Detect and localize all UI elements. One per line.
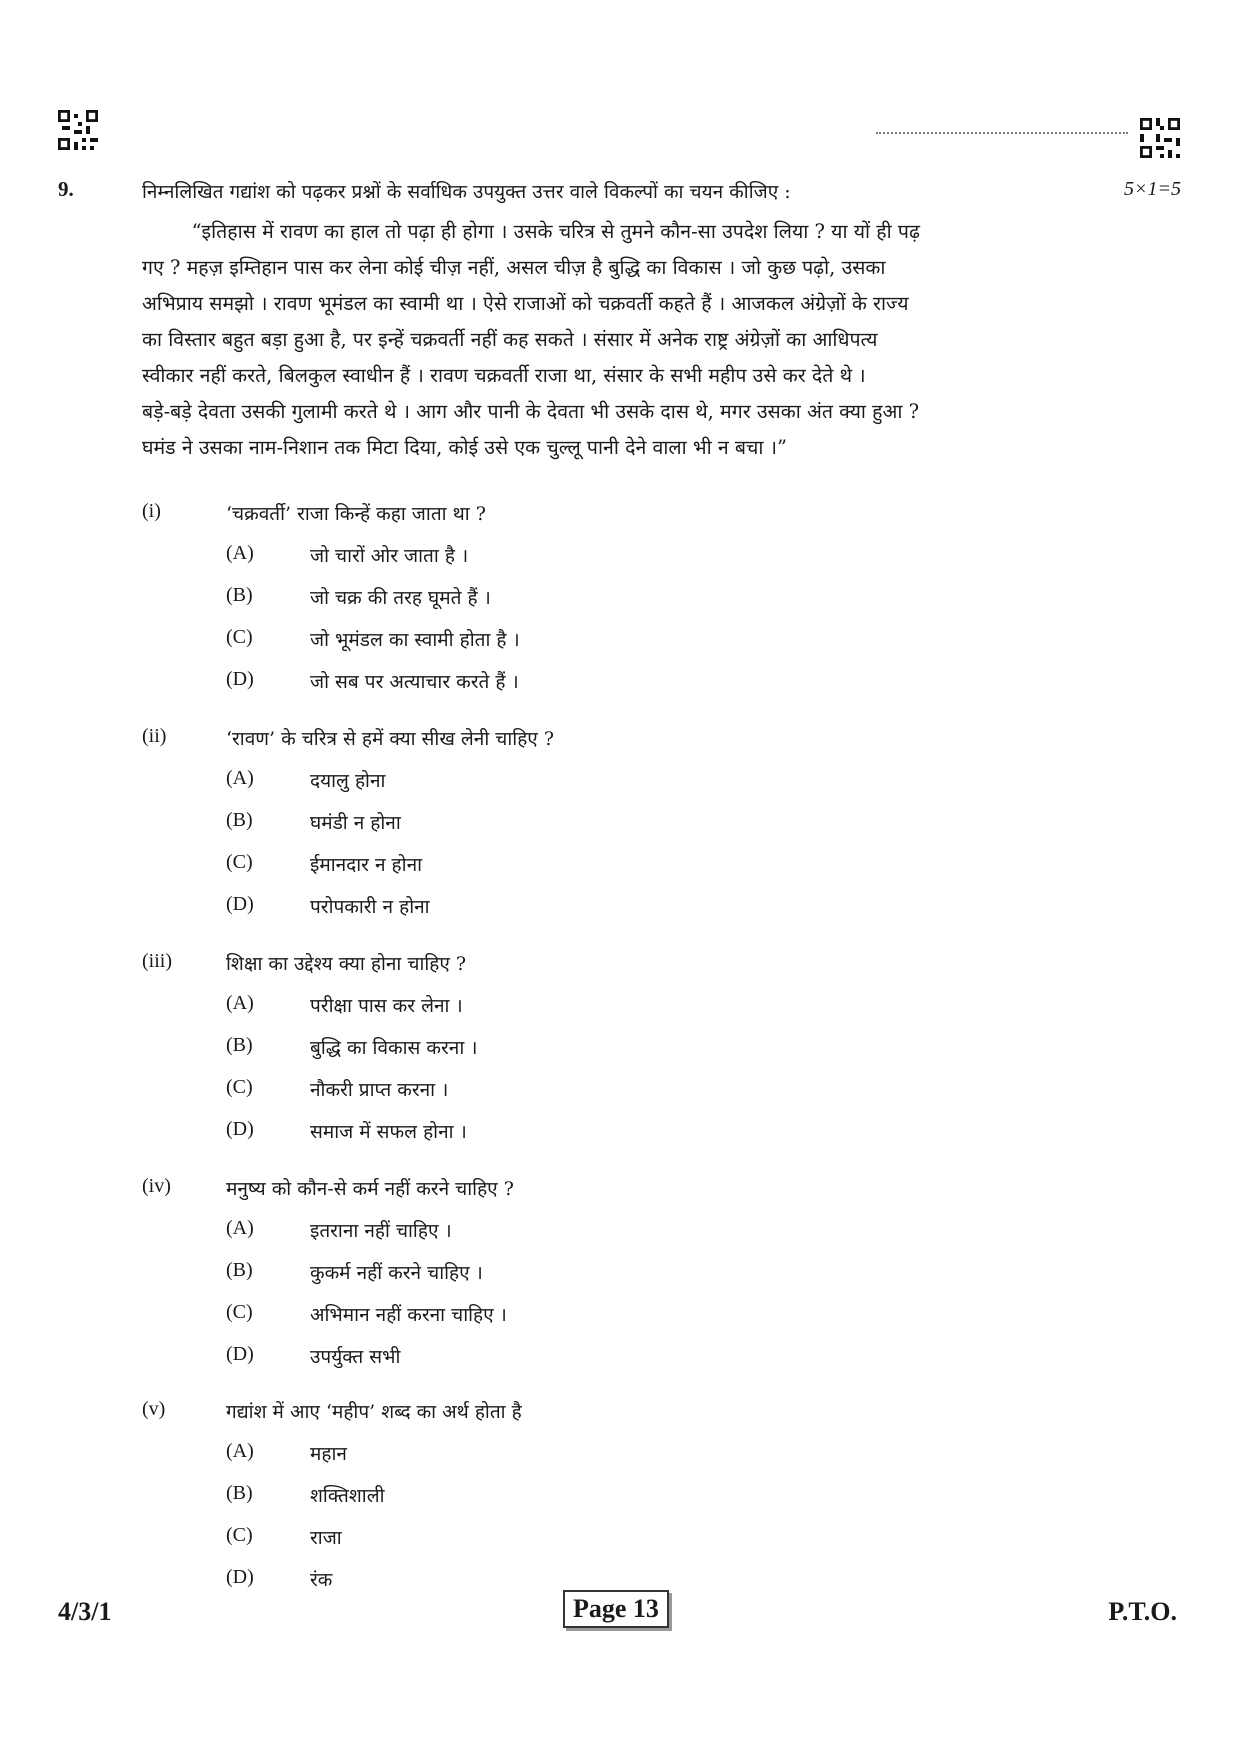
option-text: अभिमान नहीं करना चाहिए ।	[310, 1304, 507, 1326]
passage	[142, 214, 1120, 466]
passage-line: गए ? महज़ इम्तिहान पास कर लेना कोई चीज़ नहीं, असल चीज़ है बुद्धि का विकास । जो कुछ पढ़ो, उसका	[142, 256, 886, 279]
subquestion-text: शिक्षा का उद्देश्य क्या होना चाहिए ?	[226, 953, 467, 975]
option-text: ईमानदार न होना	[310, 854, 423, 876]
subquestion-text: मनुष्य को कौन-से कर्म नहीं करने चाहिए ?	[226, 1178, 514, 1200]
option-text: जो सब पर अत्याचार करते हैं ।	[310, 671, 519, 693]
subquestion-number: (i)	[142, 500, 161, 522]
page-number: Page 13	[563, 1590, 669, 1628]
option-label: (A)	[226, 1217, 254, 1239]
option-label: (B)	[226, 1259, 253, 1281]
option-label: (A)	[226, 542, 254, 564]
option-text: परोपकारी न होना	[310, 896, 430, 918]
paper-code: 4/3/1	[58, 1597, 112, 1626]
option-label: (A)	[226, 767, 254, 789]
qr-code-icon	[58, 110, 98, 150]
subquestion-number: (ii)	[142, 725, 167, 747]
option-text: इतराना नहीं चाहिए ।	[310, 1220, 452, 1242]
option-text: जो चक्र की तरह घूमते हैं ।	[310, 587, 491, 609]
option-text: उपर्युक्त सभी	[310, 1346, 401, 1368]
option-label: (D)	[226, 668, 254, 690]
option-label: (D)	[226, 1118, 254, 1140]
subquestion-number: (iii)	[142, 950, 172, 972]
option-text: राजा	[310, 1527, 342, 1549]
option-text: शक्तिशाली	[310, 1485, 385, 1507]
passage-line: स्वीकार नहीं करते, बिलकुल स्वाधीन हैं । रावण चक्रवर्ती राजा था, संसार के सभी महीप उसे कर देते थे ।	[142, 364, 866, 387]
option-text: परीक्षा पास कर लेना ।	[310, 995, 463, 1017]
qr-code-icon	[1140, 118, 1180, 158]
passage-line: का विस्तार बहुत बड़ा हुआ है, पर इन्हें चक्रवर्ती नहीं कह सकते । संसार में अनेक राष्ट्र अंग्रेज़ों का आधिपत्य	[142, 328, 878, 351]
option-label: (C)	[226, 1076, 253, 1098]
option-text: समाज में सफल होना ।	[310, 1121, 467, 1143]
option-label: (B)	[226, 1034, 253, 1056]
option-text: बुद्धि का विकास करना ।	[310, 1037, 478, 1059]
option-label: (B)	[226, 584, 253, 606]
please-turn-over: P.T.O.	[1108, 1597, 1177, 1626]
question-instruction: निम्नलिखित गद्यांश को पढ़कर प्रश्नों के सर्वाधिक उपयुक्त उत्तर वाले विकल्पों का चयन कीजिए :	[142, 181, 791, 203]
option-text: जो भूमंडल का स्वामी होता है ।	[310, 629, 520, 651]
option-label: (D)	[226, 893, 254, 915]
option-label: (A)	[226, 1440, 254, 1462]
option-text: दयालु होना	[310, 770, 386, 792]
option-text: जो चारों ओर जाता है ।	[310, 545, 469, 567]
subquestion-number: (v)	[142, 1398, 166, 1420]
option-label: (C)	[226, 1301, 253, 1323]
subquestion-text: ‘रावण’ के चरित्र से हमें क्या सीख लेनी चाहिए ?	[226, 728, 555, 750]
option-text: महान	[310, 1443, 347, 1465]
option-label: (D)	[226, 1566, 254, 1588]
option-text: घमंडी न होना	[310, 812, 401, 834]
passage-line: घमंड ने उसका नाम-निशान तक मिटा दिया, कोई उसे एक चुल्लू पानी देने वाला भी न बचा ।”	[142, 436, 787, 459]
passage-line: अभिप्राय समझो । रावण भूमंडल का स्वामी था । ऐसे राजाओं को चक्रवर्ती कहते हैं । आजकल अंग्रेज़ों के राज्य	[142, 292, 909, 315]
subquestion-text: गद्यांश में आए ‘महीप’ शब्द का अर्थ होता है	[226, 1401, 522, 1423]
option-label: (B)	[226, 1482, 253, 1504]
dotted-divider	[876, 132, 1128, 134]
option-label: (A)	[226, 992, 254, 1014]
subquestion-number: (iv)	[142, 1175, 171, 1197]
option-label: (C)	[226, 626, 253, 648]
option-text: नौकरी प्राप्त करना ।	[310, 1079, 449, 1101]
option-text: रंक	[310, 1569, 333, 1591]
option-label: (C)	[226, 1524, 253, 1546]
option-label: (C)	[226, 851, 253, 873]
question-number: 9.	[58, 177, 74, 201]
subquestion-text: ‘चक्रवर्ती’ राजा किन्हें कहा जाता था ?	[226, 503, 486, 525]
marks-allocation: 5×1=5	[1124, 178, 1181, 200]
option-label: (D)	[226, 1343, 254, 1365]
passage-line: “इतिहास में रावण का हाल तो पढ़ा ही होगा । उसके चरित्र से तुमने कौन-सा उपदेश लिया ? या यों ही पढ़	[142, 220, 920, 243]
passage-line: बड़े-बड़े देवता उसकी गुलामी करते थे । आग और पानी के देवता भी उसके दास थे, मगर उसका अंत क्या हुआ ?	[142, 400, 920, 423]
option-label: (B)	[226, 809, 253, 831]
option-text: कुकर्म नहीं करने चाहिए ।	[310, 1262, 483, 1284]
